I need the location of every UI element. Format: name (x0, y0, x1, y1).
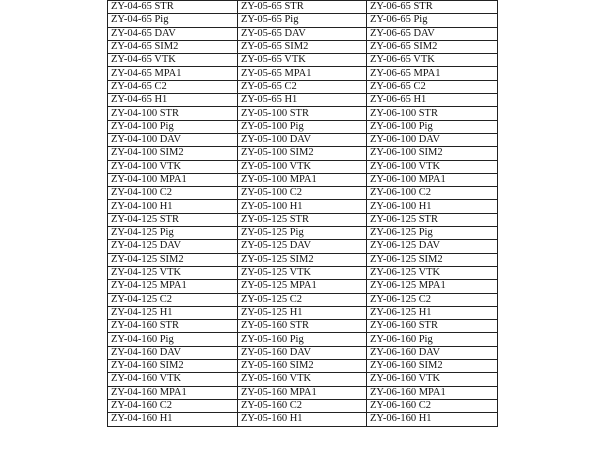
table-cell: ZY-06-100 H1 (367, 200, 498, 213)
table-cell: ZY-05-65 SIM2 (238, 40, 367, 53)
table-cell: ZY-04-160 MPA1 (108, 386, 238, 399)
table-cell: ZY-06-125 SIM2 (367, 253, 498, 266)
table-cell: ZY-04-65 STR (108, 1, 238, 14)
table-cell: ZY-04-65 DAV (108, 27, 238, 40)
table-row (108, 293, 498, 306)
table-cell: ZY-05-65 VTK (238, 54, 367, 67)
table-cell: ZY-06-160 DAV (367, 346, 498, 359)
table-row (108, 386, 498, 399)
table-cell: ZY-06-65 STR (367, 1, 498, 14)
table-cell: ZY-06-65 SIM2 (367, 40, 498, 53)
table-cell: ZY-04-160 VTK (108, 373, 238, 386)
table-row (108, 399, 498, 412)
model-code-table-body (108, 1, 498, 427)
table-cell: ZY-06-100 MPA1 (367, 173, 498, 186)
table-cell: ZY-05-125 DAV (238, 240, 367, 253)
table-cell: ZY-06-100 SIM2 (367, 147, 498, 160)
table-cell: ZY-06-125 C2 (367, 293, 498, 306)
table-cell: ZY-04-65 VTK (108, 54, 238, 67)
table-cell: ZY-04-125 DAV (108, 240, 238, 253)
table-cell: ZY-06-160 H1 (367, 413, 498, 426)
table-cell: ZY-04-100 STR (108, 107, 238, 120)
table-cell: ZY-05-125 VTK (238, 266, 367, 279)
table-cell: ZY-06-125 STR (367, 213, 498, 226)
table-cell: ZY-06-100 DAV (367, 133, 498, 146)
table-cell: ZY-04-65 C2 (108, 80, 238, 93)
table-cell: ZY-06-125 VTK (367, 266, 498, 279)
table-cell: ZY-05-100 MPA1 (238, 173, 367, 186)
table-cell: ZY-05-100 C2 (238, 187, 367, 200)
table-cell: ZY-04-125 H1 (108, 306, 238, 319)
table-cell: ZY-04-100 Pig (108, 120, 238, 133)
table-cell: ZY-06-125 Pig (367, 227, 498, 240)
table-cell: ZY-05-160 VTK (238, 373, 367, 386)
table-cell: ZY-05-65 Pig (238, 14, 367, 27)
table-cell: ZY-06-125 MPA1 (367, 280, 498, 293)
table-row (108, 27, 498, 40)
table-row (108, 40, 498, 53)
table-cell: ZY-05-160 Pig (238, 333, 367, 346)
table-row (108, 147, 498, 160)
table-cell: ZY-05-160 MPA1 (238, 386, 367, 399)
table-cell: ZY-04-160 DAV (108, 346, 238, 359)
table-row (108, 160, 498, 173)
table-cell: ZY-05-125 SIM2 (238, 253, 367, 266)
table-cell: ZY-04-160 H1 (108, 413, 238, 426)
table-cell: ZY-05-160 DAV (238, 346, 367, 359)
table-row (108, 240, 498, 253)
table-row (108, 280, 498, 293)
table-cell: ZY-05-65 STR (238, 1, 367, 14)
table-cell: ZY-05-125 H1 (238, 306, 367, 319)
table-cell: ZY-06-160 VTK (367, 373, 498, 386)
table-cell: ZY-05-125 C2 (238, 293, 367, 306)
model-code-table (107, 0, 498, 427)
table-cell: ZY-04-100 H1 (108, 200, 238, 213)
table-row (108, 14, 498, 27)
table-cell: ZY-06-160 SIM2 (367, 360, 498, 373)
table-cell: ZY-05-100 STR (238, 107, 367, 120)
table-cell: ZY-05-125 STR (238, 213, 367, 226)
table-cell: ZY-06-65 VTK (367, 54, 498, 67)
table-row (108, 173, 498, 186)
table-cell: ZY-05-160 STR (238, 320, 367, 333)
table-cell: ZY-04-125 STR (108, 213, 238, 226)
table-cell: ZY-06-160 Pig (367, 333, 498, 346)
table-cell: ZY-04-125 C2 (108, 293, 238, 306)
table-cell: ZY-04-65 SIM2 (108, 40, 238, 53)
table-cell: ZY-06-160 MPA1 (367, 386, 498, 399)
table-row (108, 253, 498, 266)
table-cell: ZY-05-100 H1 (238, 200, 367, 213)
table-row (108, 1, 498, 14)
table-cell: ZY-05-65 H1 (238, 94, 367, 107)
table-cell: ZY-06-125 DAV (367, 240, 498, 253)
table-cell: ZY-04-160 C2 (108, 399, 238, 412)
table-cell: ZY-04-100 DAV (108, 133, 238, 146)
table-cell: ZY-05-65 DAV (238, 27, 367, 40)
table-row (108, 133, 498, 146)
table-row (108, 413, 498, 426)
table-row (108, 333, 498, 346)
table-cell: ZY-04-125 MPA1 (108, 280, 238, 293)
table-cell: ZY-06-160 STR (367, 320, 498, 333)
table-cell: ZY-06-65 C2 (367, 80, 498, 93)
table-cell: ZY-05-65 MPA1 (238, 67, 367, 80)
table-cell: ZY-06-65 MPA1 (367, 67, 498, 80)
table-row (108, 67, 498, 80)
table-row (108, 54, 498, 67)
table-row (108, 266, 498, 279)
table-cell: ZY-04-65 MPA1 (108, 67, 238, 80)
table-cell: ZY-04-125 VTK (108, 266, 238, 279)
table-row (108, 320, 498, 333)
table-cell: ZY-06-100 C2 (367, 187, 498, 200)
table-row (108, 346, 498, 359)
table-row (108, 80, 498, 93)
table-cell: ZY-06-100 STR (367, 107, 498, 120)
table-cell: ZY-04-100 C2 (108, 187, 238, 200)
table-cell: ZY-05-100 DAV (238, 133, 367, 146)
table-cell: ZY-06-125 H1 (367, 306, 498, 319)
table-cell: ZY-05-160 SIM2 (238, 360, 367, 373)
table-cell: ZY-04-65 H1 (108, 94, 238, 107)
table-cell: ZY-05-160 C2 (238, 399, 367, 412)
table-row (108, 227, 498, 240)
table-cell: ZY-06-160 C2 (367, 399, 498, 412)
table-cell: ZY-06-100 VTK (367, 160, 498, 173)
table-cell: ZY-04-160 Pig (108, 333, 238, 346)
table-cell: ZY-05-160 H1 (238, 413, 367, 426)
table-row (108, 187, 498, 200)
table-cell: ZY-04-100 SIM2 (108, 147, 238, 160)
table-cell: ZY-04-65 Pig (108, 14, 238, 27)
table-row (108, 120, 498, 133)
table-cell: ZY-04-125 Pig (108, 227, 238, 240)
table-cell: ZY-05-100 VTK (238, 160, 367, 173)
table-row (108, 360, 498, 373)
table-row (108, 213, 498, 226)
table-row (108, 306, 498, 319)
table-cell: ZY-04-125 SIM2 (108, 253, 238, 266)
table-cell: ZY-05-65 C2 (238, 80, 367, 93)
table-cell: ZY-04-160 SIM2 (108, 360, 238, 373)
table-cell: ZY-05-125 MPA1 (238, 280, 367, 293)
table-row (108, 373, 498, 386)
table-cell: ZY-04-100 VTK (108, 160, 238, 173)
table-cell: ZY-05-100 Pig (238, 120, 367, 133)
table-row (108, 107, 498, 120)
table-cell: ZY-06-65 Pig (367, 14, 498, 27)
table-cell: ZY-06-100 Pig (367, 120, 498, 133)
table-cell: ZY-04-100 MPA1 (108, 173, 238, 186)
table-cell: ZY-06-65 H1 (367, 94, 498, 107)
table-cell: ZY-04-160 STR (108, 320, 238, 333)
table-cell: ZY-06-65 DAV (367, 27, 498, 40)
table-cell: ZY-05-100 SIM2 (238, 147, 367, 160)
table-cell: ZY-05-125 Pig (238, 227, 367, 240)
table-row (108, 94, 498, 107)
table-row (108, 200, 498, 213)
